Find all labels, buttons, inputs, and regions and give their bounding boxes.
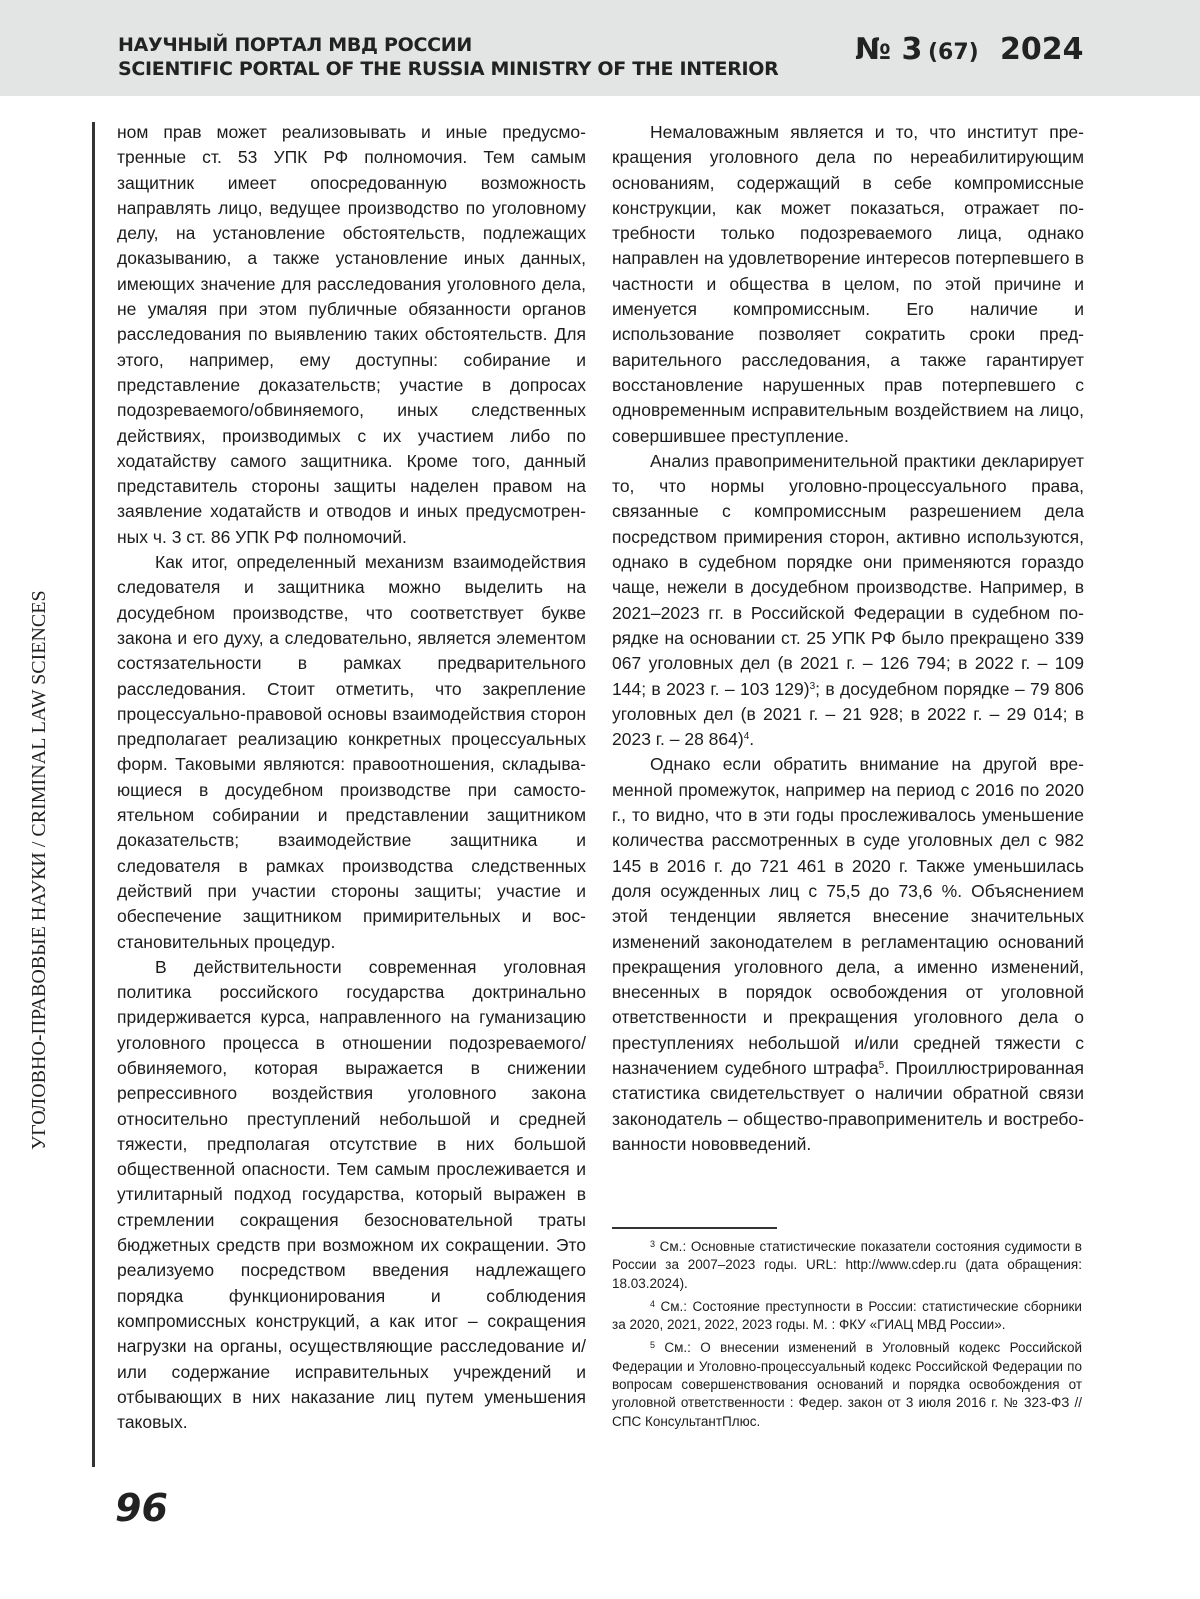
paragraph: ном прав может реализовывать и иные предусмотренные ст. 53 УПК РФ полномочия. Тем самым защитник имеет опосредованную возможность направлять лицо, ведущее производство по уголовному делу, на установление обстоятельств, подлежащих доказыванию, а также установление иных данных, имеющих значение для расследования уголовного дела, не умаляя при этом публичные обязанности органов расследования по выявлению таких обстоятельств. Для этого, например, ему доступны: собирание и представление доказательств; участие в допросах подозреваемого/обвиняемого, иных следственных действиях, производимых с их участием либо по ходатайству самого защитника. Кроме того, данный представитель стороны защиты наделен правом на заявление ходатайств и отводов и иных предусмотренных ч. 3 ст. 86 УПК РФ полномочий. — [117, 122, 586, 547]
page-number: 96 — [115, 1486, 168, 1530]
footnote-text: См.: Основные статистические показатели состояния судимости в России за 2007–2023 годы. URL: http://www.cdep.ru (дата обращения: 18.03.2024). — [612, 1239, 1082, 1291]
paragraph — [612, 752, 1084, 1157]
paragraph: В действительности современная уголовная политика российского государства доктринально придерживается курса, направленного на гуманизацию уголовного процесса в отношении подозреваемого/обвиняемого, которая выражается в снижении репрессивного воздействия уголовного закона относительно преступлений небольшой и средней тяжести, предполагая отсутствие в них большой общественной опасности. Тем самым прослеживается и утилитарный подход государства, который выражен в стремлении сокращения безосновательной траты бюджетных средств при возможном их сокращении. Это реализуемо посредством введения надлежащего порядка функционирования и соблюдения компромиссных конструкций, а как итог – сокращения нагрузки на органы, осуществляющие расследование и/или содержание исправительных учреждений и отбывающих в них наказание лиц путем уменьшения таковых. — [117, 956, 586, 1433]
footnote-number: 3 — [650, 1239, 656, 1249]
footnote-separator — [612, 1227, 777, 1229]
paragraph-text: Однако если обратить внимание на другой временной промежуток, например на период с 2016 по 2020 г., то видно, что в эти годы прослеживалось уменьшение количества рассмотренных в суде уголовных дел с 982 145 в 2016 г. до 721 461 в 2020 г. Также уменьшилась доля осужденных лиц с 75,5 до 73,6 %. Объяснением этой тенденции является внесение значительных изменений законодателем в регламентацию оснований прекращения уголовного дела, а именно изменений, внесенных в порядок освобождения от уголовной ответственности и прекращения уголовного дела о преступлениях небольшой и/или средней тяжести с назначением судебного штрафа — [612, 754, 1084, 1078]
footnote — [612, 1339, 1082, 1430]
footnote — [612, 1238, 1082, 1293]
issue-year: 2024 — [1000, 32, 1084, 67]
page-header — [0, 0, 1200, 96]
vertical-rule — [92, 122, 95, 1467]
footnote-number: 4 — [650, 1298, 656, 1309]
footnote-text: См.: О внесении изменений в Уголовный кодекс Российской Федерации и Уголовно-процессуальный кодекс Российской Федерации по вопросам совершенствования оснований и порядка освобождения от уголовной ответственности : Федер. закон от 3 июля 2016 г. № 323-ФЗ // СПС КонсультантПлюс. — [612, 1340, 1082, 1429]
section-side-label: УГОЛОВНО-ПРАВОВЫЕ НАУКИ / CRIMINAL LAW SCIENCES — [28, 590, 50, 1150]
footnote-number: 5 — [650, 1340, 656, 1351]
footnote-ref[interactable]: 3 — [809, 680, 816, 692]
footnote — [612, 1298, 1082, 1335]
footnote-text: См.: Состояние преступности в России: статистические сборники за 2020, 2021, 2022, 2023 годы. М. : ФКУ «ГИАЦ МВД России». — [612, 1298, 1082, 1333]
paragraph: Немаловажным является и то, что институт прекращения уголовного дела по нереабилитирующим основаниям, содержащий в себе компромиссные конструкции, как может показаться, отражает потребности только подозреваемого лица, однако направлен на удовлетворение интересов потерпевшего в частности и общества в целом, по этой причине и именуется компромиссным. Его наличие и использование позволяет сократить сроки предварительного расследования, а также гарантирует восстановление нарушенных прав потерпевшего с одновременным исправительным воздействием на лицо, совершившее преступление. — [612, 122, 1084, 446]
footnote-ref[interactable]: 5 — [878, 1059, 885, 1071]
left-column — [117, 120, 586, 1435]
journal-title-en: SCIENTIFIC PORTAL OF THE RUSSIA MINISTRY OF THE INTERIOR — [118, 58, 779, 80]
footnotes — [612, 1238, 1082, 1436]
issue-total: (67) — [928, 40, 979, 65]
paragraph — [612, 449, 1084, 753]
issue-label — [855, 32, 979, 67]
issue-number: № 3 — [855, 32, 923, 67]
footnote-ref[interactable]: 4 — [743, 731, 750, 743]
paragraph-text: . Проиллюстрированная статистика свидетельствует о наличии обратной связи законодатель – общество-правоприменитель и востребованности нововведений. — [612, 1057, 1085, 1154]
right-column — [612, 120, 1084, 1157]
paragraph-text: Анализ правоприменительной практики декларирует то, что нормы уголовно-процессуального права, связанные с компромиссным разрешением дела посредством примирения сторон, активно используются, однако в судебном порядке они применяются гораздо чаще, нежели в досудебном производстве. Например, в 2021–2023 гг. в Российской Федерации в судебном порядке на основании ст. 25 УПК РФ было прекращено 339 067 уголовных дел (в 2021 г. – 126 794; в 2022 г. – 109 144; в 2023 г. – 103 129) — [612, 450, 1084, 699]
paragraph-text: . — [749, 729, 755, 750]
paragraph: Как итог, определенный механизм взаимодействия следователя и защитника можно выделить на досудебном производстве, что соответствует букве закона и его духу, а следовательно, является элементом состязательности в рамках предварительного расследования. Стоит отметить, что закрепление процессуально-правовой основы взаимодействия сторон предполагает реализацию конкретных процессуальных форм. Таковыми являются: правоотношения, складывающиеся в досудебном производстве при самостоятельном собирании и представлении защитником доказательств; взаимодействие защитника и следователя в рамках производства следственных действий при участии стороны защиты; участие и обеспечение защитником примирительных и восстановительных процедур. — [117, 552, 586, 952]
journal-title-ru: НАУЧНЫЙ ПОРТАЛ МВД РОССИИ — [118, 34, 472, 56]
paragraph-text: ; в досудебном порядке – 79 806 уголовных дел (в 2021 г. – 21 928; в 2022 г. – 29 014; в 2023 г. – 28 864) — [612, 678, 1084, 750]
